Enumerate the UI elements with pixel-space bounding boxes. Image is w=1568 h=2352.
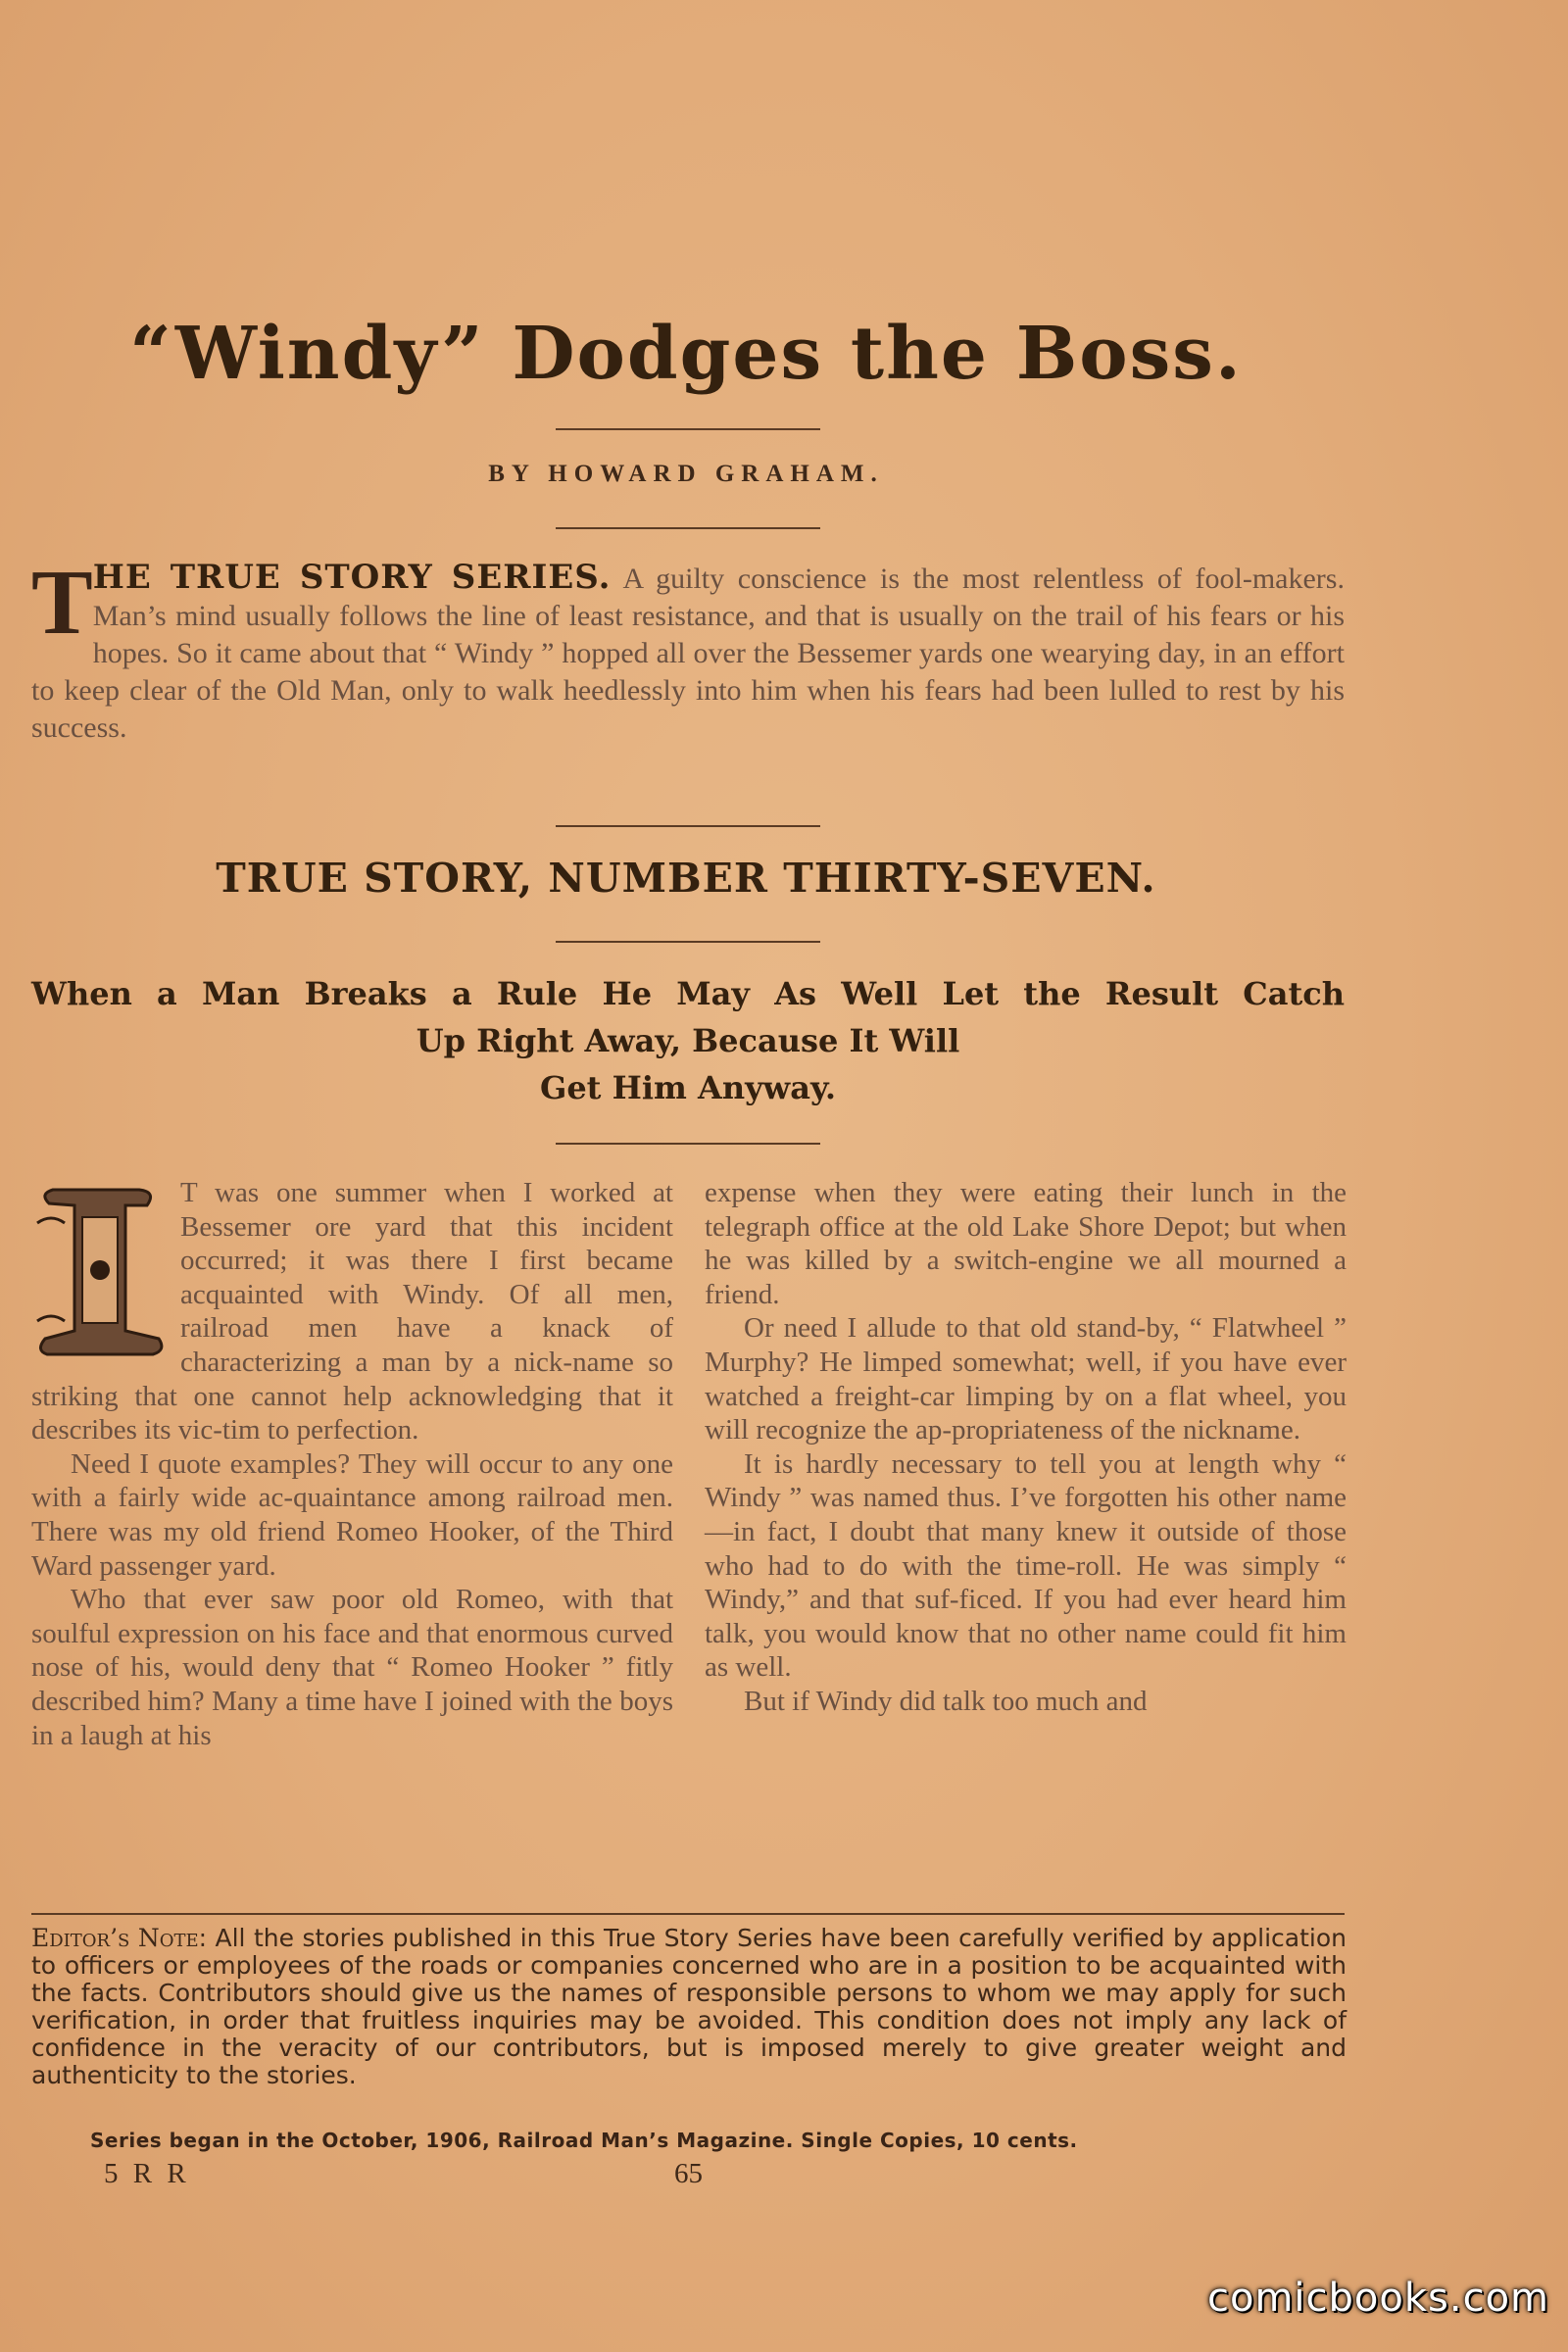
- story-title: “Windy” Dodges the Boss.: [129, 312, 1243, 396]
- story-subheading: [31, 970, 1345, 1111]
- intro-text: A guilty conscience is the most relentless of fool-makers. Man’s mind usually follows the line of least resistance, and that is usually on the trail of his fears or his hopes. So it came about that “ Windy ” hopped all over the Bessemer yards one wearying day, in an effort to keep clear of the Old Man, only to walk heedlessly into him when his fears had been lulled to rest by his success.: [31, 563, 1345, 744]
- editors-note-text: : All the stories published in this True Story Series have been carefully verified by application to officers or employees of the roads or companies concerned who are in a position to be acquainted with the facts. Contributors should give us the names of responsible persons to whom we may apply for such verification, in order that fruitless inquiries may be avoided. This condition does not imply any lack of confidence in the veracity of our contributors, but is imposed merely to give greater weight and authenticity to the stories.: [31, 1924, 1347, 2089]
- body-paragraph: It is hardly necessary to tell you at length why “ Windy ” was named thus. I’ve forgotten his other name—in fact, I doubt that many knew it outside of those who had to do with the time-roll. He was simply “ Windy,” and that suf-ficed. If you had ever heard him talk, you would know that no other name could fit him as well.: [705, 1447, 1347, 1684]
- byline-rule: [556, 527, 820, 529]
- ornamental-initial-i-icon: [31, 1184, 169, 1360]
- body-column-left: [31, 1176, 673, 1752]
- body-paragraph: Or need I allude to that old stand-by, “ Flatwheel ” Murphy? He limped somewhat; well, if you have ever watched a freight-car limping by on a flat wheel, you will recognize the ap-propriateness of the nickname.: [705, 1312, 1347, 1446]
- body-paragraph: But if Windy did talk too much and: [744, 1685, 1148, 1717]
- subheading-line-1: When a Man Breaks a Rule He May As Well Let the Result Catch: [31, 975, 1345, 1012]
- editors-note: [31, 1925, 1347, 2089]
- subheading-line-3: Get Him Anyway.: [539, 1069, 837, 1106]
- series-rule: [556, 941, 820, 943]
- byline: BY HOWARD GRAHAM.: [488, 461, 884, 487]
- body-column-right: [705, 1176, 1347, 1719]
- body-paragraph: T was one summer when I worked at Bessemer ore yard that this incident occurred; it was there I first became acquainted with Windy. Of all men, railroad men have a knack of characterizing a man by a nick-name so striking that one cannot help acknowledging that it describes its vic-tim to perfection.: [31, 1177, 673, 1446]
- body-paragraph: Need I quote examples? They will occur to any one with a fairly wide ac-quaintance among railroad men. There was my old friend Romeo Hooker, of the Third Ward passenger yard.: [31, 1447, 673, 1582]
- title-rule: [556, 428, 820, 430]
- intro-lead: HE TRUE STORY SERIES.: [92, 558, 612, 597]
- series-began-notice: Series began in the October, 1906, Railroad Man’s Magazine. Single Copies, 10 cents.: [90, 2129, 1078, 2152]
- subheading-rule: [556, 1143, 820, 1145]
- series-intro: [31, 552, 1345, 747]
- body-paragraph: Who that ever saw poor old Romeo, with that soulful expression on his face and that enormous curved nose of his, would deny that “ Romeo Hooker ” fitly described him? Many a time have I joined with the boys in a laugh at his: [31, 1584, 673, 1751]
- watermark: comicbooks.com: [1207, 2276, 1550, 2321]
- intro-drop-cap: T: [31, 552, 89, 654]
- subheading-line-2: Up Right Away, Because It Will: [416, 1022, 960, 1059]
- intro-rule: [556, 825, 820, 827]
- footnote-rule: [31, 1913, 1345, 1915]
- signature-mark: 5 R R: [104, 2158, 190, 2189]
- body-paragraph: expense when they were eating their lunch in the telegraph office at the old Lake Shore Depot; but when he was killed by a switch-engine we all mourned a friend.: [705, 1177, 1347, 1310]
- series-number-heading: TRUE STORY, NUMBER THIRTY-SEVEN.: [216, 855, 1156, 902]
- page-number: 65: [674, 2158, 703, 2189]
- editors-note-label: Editor’s Note: [31, 1924, 199, 1952]
